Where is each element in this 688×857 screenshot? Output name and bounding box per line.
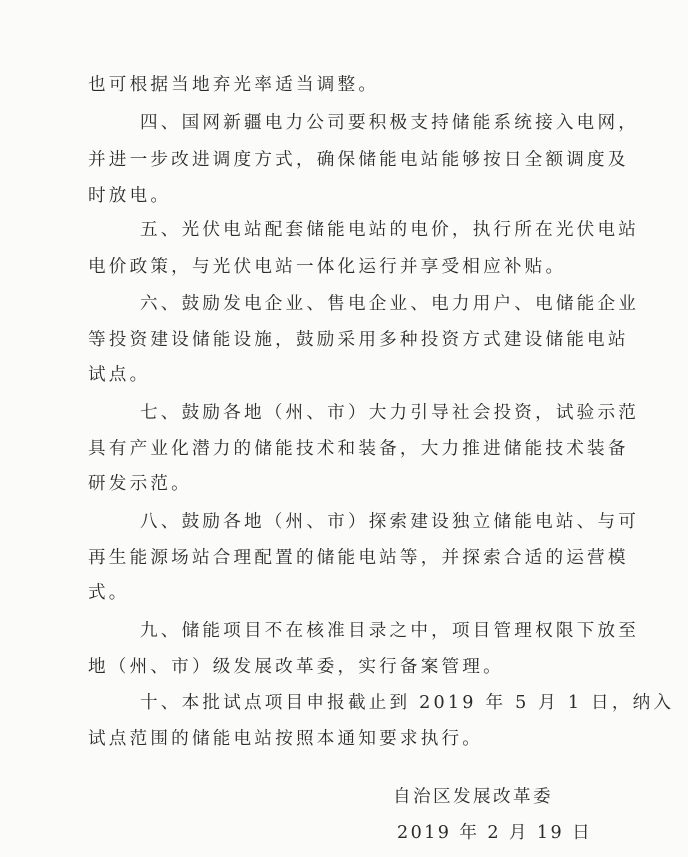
paragraph-line: 五、光伏电站配套储能电站的电价，执行所在光伏电站 [140,220,640,240]
paragraph-line: 时放电。 [88,186,172,206]
paragraph-line: 具有产业化潜力的储能技术和装备，大力推进储能技术装备 [88,439,629,459]
paragraph-line: 试点。 [88,365,151,385]
issuer-signature: 自治区发展改革委 [393,787,553,807]
paragraph-line: 并进一步改进调度方式，确保储能电站能够按日全额调度及 [88,150,629,170]
paragraph-line: 试点范围的储能电站按照本通知要求执行。 [88,729,484,749]
paragraph-line: 式。 [88,583,130,603]
paragraph-line: 四、国网新疆电力公司要积极支持储能系统接入电网， [140,113,640,133]
paragraph-line: 地（州、市）级发展改革委，实行备案管理。 [88,657,504,677]
paragraph-line: 六、鼓励发电企业、售电企业、电力用户、电储能企业 [140,294,640,314]
paragraph-line: 电价政策，与光伏电站一体化运行并享受相应补贴。 [88,257,567,277]
paragraph-line: 八、鼓励各地（州、市）探索建设独立储能电站、与可 [140,512,640,532]
paragraph-line: 研发示范。 [88,474,192,494]
issue-date: 2019 年 2 月 19 日 [397,823,593,843]
paragraph-line: 等投资建设储能设施，鼓励采用多种投资方式建设储能电站 [88,330,629,350]
paragraph-line: 再生能源场站合理配置的储能电站等，并探索合适的运营模 [88,548,629,568]
paragraph-line: 七、鼓励各地（州、市）大力引导社会投资，试验示范 [140,403,640,423]
paragraph-line: 也可根据当地弃光率适当调整。 [88,75,380,95]
paragraph-line: 十、本批试点项目申报截止到 2019 年 5 月 1 日，纳入 [140,693,675,713]
paragraph-line: 九、储能项目不在核准目录之中，项目管理权限下放至 [140,621,640,641]
